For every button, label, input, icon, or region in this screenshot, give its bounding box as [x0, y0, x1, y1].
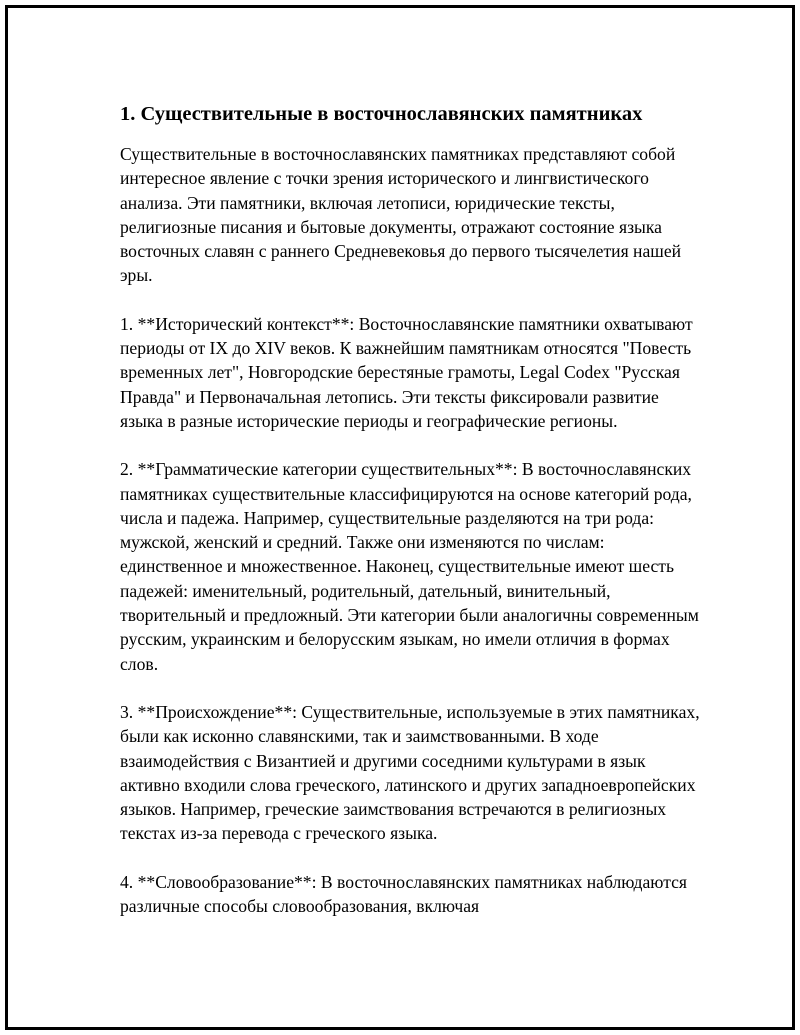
section-heading: 1. Существительные в восточнославянских памятниках — [120, 103, 643, 125]
paragraph-historical-context: 1. **Исторический контекст**: Восточнославянские памятники охватывают периоды от IX до XIV веков. К важнейшим памятникам относятся "Повесть временных лет", Новгородские берестяные грамоты, Legal Codex "Русская Правда" и Первоначальная летопись. Эти тексты фиксировали развитие языка в разные исторические периоды и географические регионы. — [120, 313, 693, 431]
paragraph-grammatical-categories: 2. **Грамматические категории существительных**: В восточнославянских памятниках существительные классифицируются на основе категорий рода, числа и падежа. Например, существительные разделяются на три рода: мужской, женский и средний. Также они изменяются по числам: единственное и множественное. Наконец, существительные имеют шесть падежей: именительный, родительный, дательный, винительный, творительный и предложный. Эти категории были аналогичны современным русским, украинским и белорусским языкам, но имели отличия в формах слов. — [120, 459, 699, 674]
paragraph-word-formation: 4. **Словообразование**: В восточнославянских памятниках наблюдаются различные способы словообразования, включая — [120, 871, 687, 917]
page-frame — [5, 5, 795, 1030]
paragraph-intro: Существительные в восточнославянских памятниках представляют собой интересное явление с точки зрения исторического и лингвистического анализа. Эти памятники, включая летописи, юридические тексты, религиозные писания и бытовые документы, отражают состояние языка восточных славян с раннего Средневековья до первого тысячелетия нашей эры. — [120, 144, 682, 286]
paragraph-origin: 3. **Происхождение**: Существительные, используемые в этих памятниках, были как исконно славянскими, так и заимствованными. В ходе взаимодействия с Византией и другими соседними культурами в язык активно входили слова греческого, латинского и других западноевропейских языков. Например, греческие заимствования встречаются в религиозных текстах из-за перевода с греческого языка. — [120, 701, 700, 844]
document-body — [120, 100, 700, 942]
